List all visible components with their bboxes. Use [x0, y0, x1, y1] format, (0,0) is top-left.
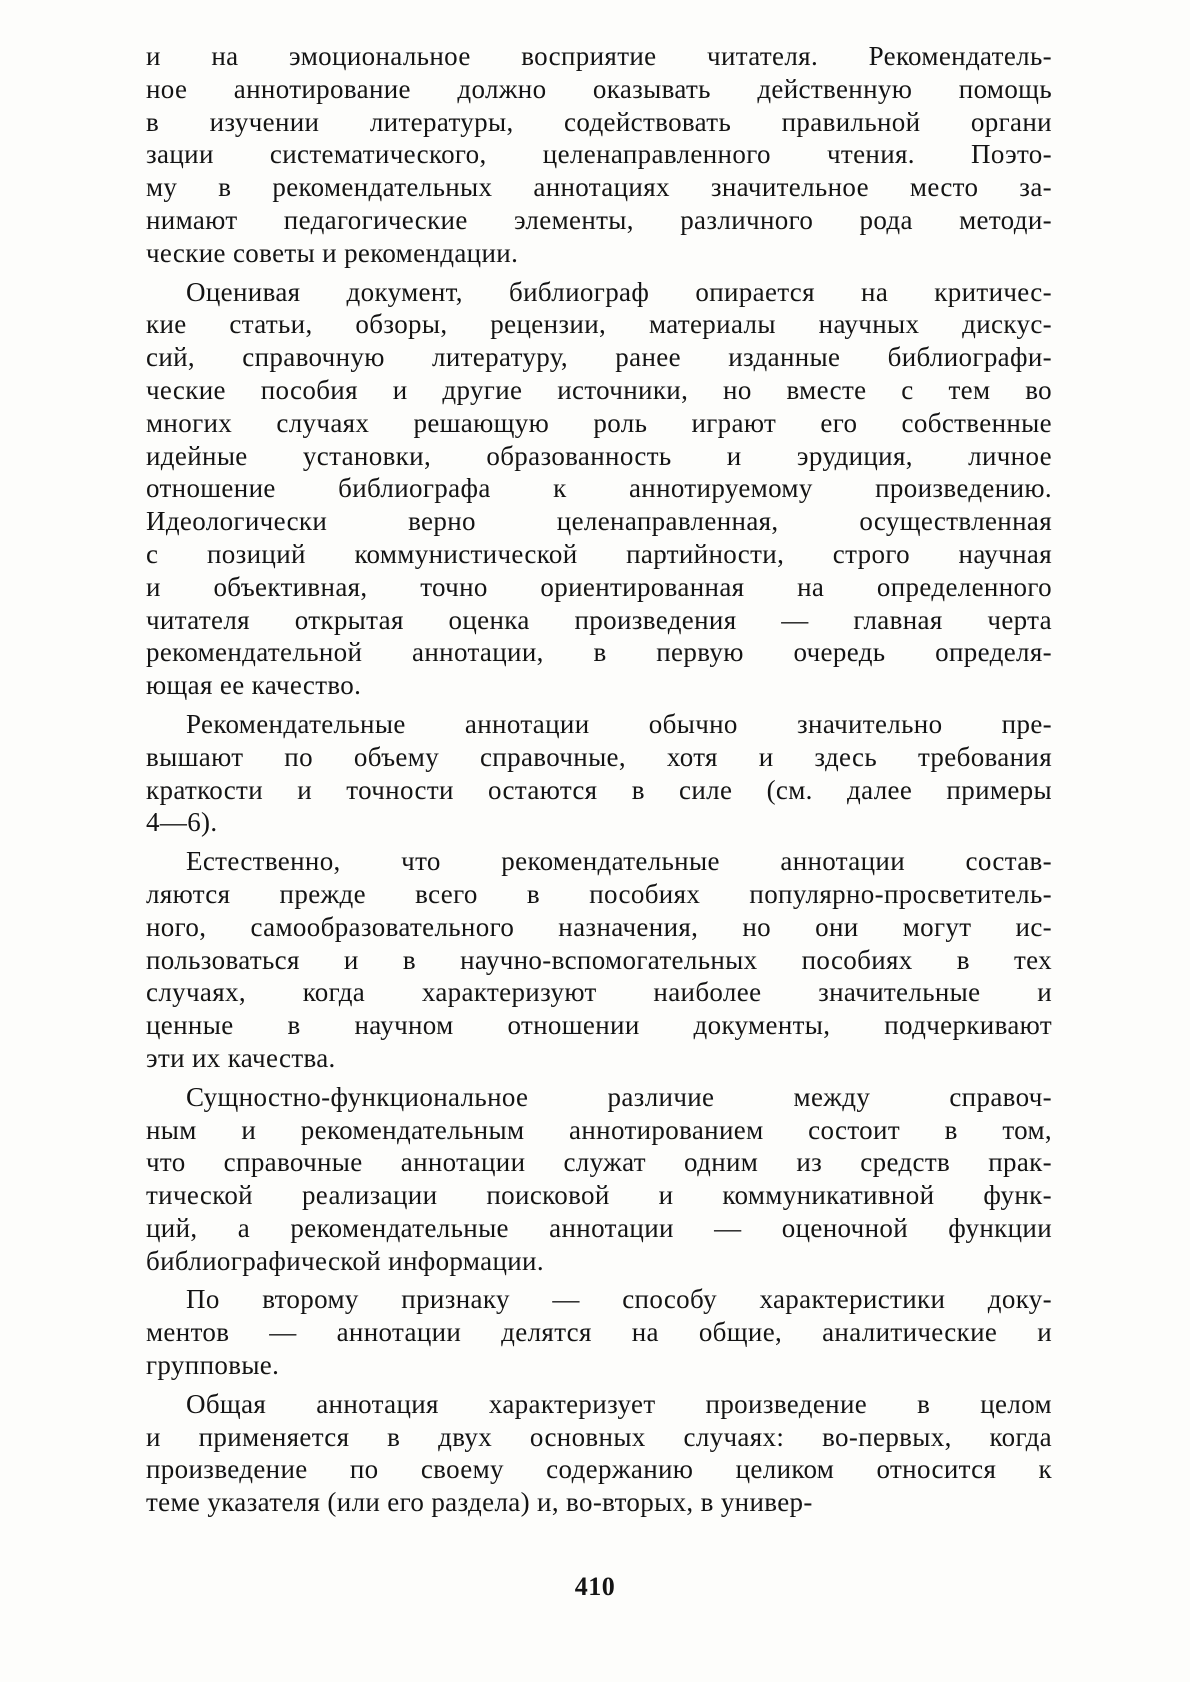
paragraph — [146, 276, 1052, 702]
text-line: По второму признаку — способу характеристики доку- — [186, 1284, 1052, 1315]
paragraph — [146, 845, 1052, 1075]
paragraph — [146, 40, 1052, 270]
text-line: групповые. — [146, 1350, 280, 1381]
text-line: Общая аннотация характеризует произведение в целом — [186, 1388, 1052, 1419]
text-line: многих случаях решающую роль играют его собственные — [146, 407, 1052, 438]
text-line: ций, а рекомендательные аннотации — оценочной функции — [146, 1212, 1052, 1243]
text-line: му в рекомендательных аннотациях значительное место за- — [146, 172, 1052, 203]
text-line: ческие пособия и другие источники, но вместе с тем во — [146, 374, 1052, 405]
text-line: читателя открытая оценка произведения — главная черта — [146, 604, 1052, 635]
paragraph — [146, 1283, 1052, 1381]
text-line: тической реализации поисковой и коммуникативной функ- — [146, 1180, 1052, 1211]
text-line: ментов — аннотации делятся на общие, аналитические и — [146, 1317, 1052, 1348]
text-line: Естественно, что рекомендательные аннотации состав- — [186, 846, 1052, 877]
text-line: и на эмоциональное восприятие читателя. Рекомендатель- — [146, 41, 1052, 71]
text-line: идейные установки, образованность и эрудиция, личное — [146, 440, 1052, 471]
text-line: в изучении литературы, содействовать правильной органи — [146, 106, 1052, 137]
page-number: 410 — [574, 1572, 616, 1601]
text-line: Оценивая документ, библиограф опирается на критичес- — [186, 276, 1052, 307]
text-line: краткости и точности остаются в силе (см. далее примеры — [146, 774, 1052, 805]
body-text — [146, 40, 1052, 1519]
text-line: сий, справочную литературу, ранее изданные библиографи- — [146, 342, 1052, 373]
paragraph — [146, 708, 1052, 839]
text-line: ляются прежде всего в пособиях популярно-просветитель- — [146, 878, 1052, 909]
text-line: Рекомендательные аннотации обычно значительно пре- — [186, 708, 1052, 739]
text-line: эти их качества. — [146, 1042, 336, 1073]
text-line: кие статьи, обзоры, рецензии, материалы научных дискус- — [146, 309, 1052, 340]
text-line: Сущностно-функциональное различие между справоч- — [186, 1081, 1052, 1112]
text-line: и объективная, точно ориентированная на определенного — [146, 571, 1052, 602]
text-line: ющая ее качество. — [146, 670, 362, 701]
text-line: рекомендательной аннотации, в первую очередь определя- — [146, 637, 1052, 668]
text-line: Идеологически верно целенаправленная, осуществленная — [146, 506, 1052, 537]
text-line: и применяется в двух основных случаях: во-первых, когда — [146, 1421, 1052, 1452]
text-line: что справочные аннотации служат одним из средств прак- — [146, 1147, 1052, 1178]
text-line: ным и рекомендательным аннотированием состоит в том, — [146, 1114, 1052, 1145]
text-line: вышают по объему справочные, хотя и здесь требования — [146, 741, 1052, 772]
text-line: пользоваться и в научно-вспомогательных пособиях в тех — [146, 944, 1052, 975]
text-line: нимают педагогические элементы, различного рода методи- — [146, 204, 1052, 235]
text-line: библиографической информации. — [146, 1245, 544, 1276]
text-line: ческие советы и рекомендации. — [146, 237, 519, 268]
text-line: ного, самообразовательного назначения, но они могут ис- — [146, 911, 1052, 942]
text-line: случаях, когда характеризуют наиболее значительные и — [146, 977, 1052, 1008]
text-line: 4—6). — [146, 807, 218, 838]
paragraph — [146, 1388, 1052, 1519]
text-line: зации систематического, целенаправленного чтения. Поэто- — [146, 139, 1052, 170]
paragraph — [146, 1081, 1052, 1278]
text-line: ное аннотирование должно оказывать действенную помощь — [146, 73, 1052, 104]
text-line: с позиций коммунистической партийности, строго научная — [146, 538, 1052, 569]
text-line: ценные в научном отношении документы, подчеркивают — [146, 1010, 1052, 1041]
text-line: отношение библиографа к аннотируемому произведению. — [146, 473, 1052, 504]
text-line: произведение по своему содержанию целиком относится к — [146, 1454, 1052, 1485]
text-line: теме указателя (или его раздела) и, во-вторых, в универ- — [146, 1487, 813, 1518]
